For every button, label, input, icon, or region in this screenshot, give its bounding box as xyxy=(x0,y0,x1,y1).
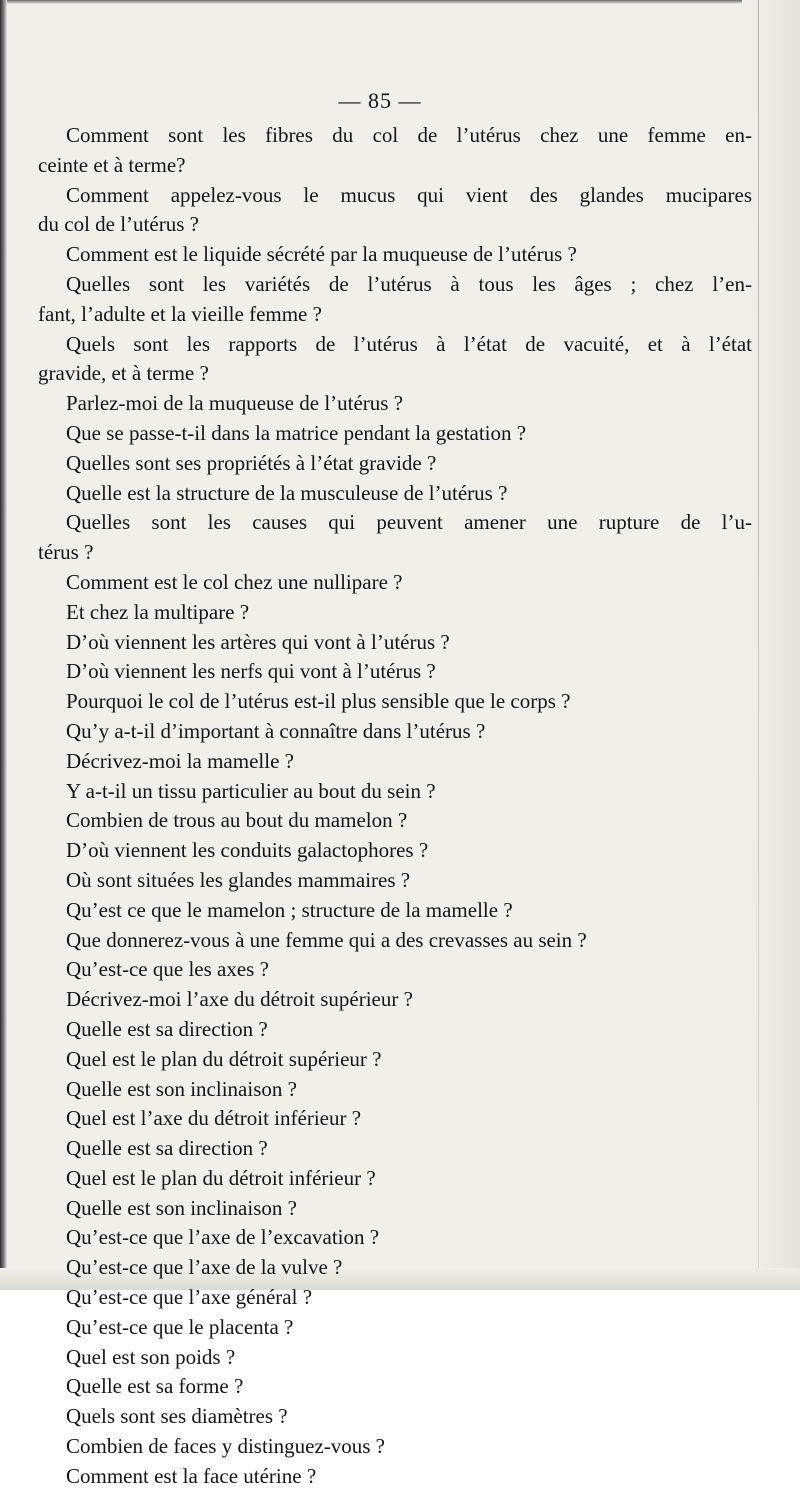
text-line: Que se passe-t-il dans la matrice pendant la gestation ? xyxy=(66,420,527,445)
text-line: Quelle est sa forme ? xyxy=(66,1374,244,1399)
text-line: Quelles sont les variétés de l’utérus à tous les âges ; chez l’en- xyxy=(66,271,752,296)
text-line: térus ? xyxy=(38,540,94,565)
text-line: Y a-t-il un tissu particulier au bout du sein ? xyxy=(66,778,436,803)
text-line: Quels sont ses diamètres ? xyxy=(66,1404,288,1429)
text-line: Où sont situées les glandes mammaires ? xyxy=(66,867,411,892)
text-line: Qu’est-ce que l’axe de l’excavation ? xyxy=(66,1225,380,1250)
text-line: Quelle est son inclinaison ? xyxy=(66,1076,297,1101)
text-line: Qu’est ce que le mamelon ; structure de la mamelle ? xyxy=(66,897,513,922)
text-line: Comment est le liquide sécrété par la muqueuse de l’utérus ? xyxy=(66,242,577,267)
text-line: Quelles sont ses propriétés à l’état gravide ? xyxy=(66,450,437,475)
text-line: Comment est le col chez une nullipare ? xyxy=(66,569,403,594)
text-line: Qu’est-ce que l’axe général ? xyxy=(66,1285,313,1310)
text-line: Qu’est-ce que l’axe de la vulve ? xyxy=(66,1255,343,1280)
text-line: Comment sont les fibres du col de l’utérus chez une femme en- xyxy=(66,123,752,147)
text-line: Décrivez-moi la mamelle ? xyxy=(66,748,294,773)
page-fold-line xyxy=(758,0,759,1290)
text-line: Comment appelez-vous le mucus qui vient des glandes mucipares xyxy=(66,182,752,207)
question-list xyxy=(38,121,752,1492)
page-number: — 85 — xyxy=(338,88,422,113)
text-line: D’où viennent les conduits galactophores ? xyxy=(66,838,429,863)
text-line: Comment est la face utérine ? xyxy=(66,1463,317,1488)
text-line: D’où viennent les artères qui vont à l’utérus ? xyxy=(66,629,450,654)
text-line: Pourquoi le col de l’utérus est-il plus sensible que le corps ? xyxy=(66,689,571,714)
text-line: D’où viennent les nerfs qui vont à l’utérus ? xyxy=(66,659,436,684)
text-line: Décrivez-moi l’axe du détroit supérieur ? xyxy=(66,987,413,1012)
text-line: Quel est le plan du détroit supérieur ? xyxy=(66,1046,382,1071)
page-binding-edge xyxy=(0,0,7,1290)
text-line: Quelles sont les causes qui peuvent amener une rupture de l’u- xyxy=(66,510,752,535)
text-line: Combien de faces y distinguez-vous ? xyxy=(66,1434,385,1459)
text-line: fant, l’adulte et la vieille femme ? xyxy=(38,301,322,326)
text-line: Quels sont les rapports de l’utérus à l’état de vacuité, et à l’état xyxy=(66,331,752,356)
text-line: Combien de trous au bout du mamelon ? xyxy=(66,808,408,833)
text-line: ceinte et à terme? xyxy=(38,152,186,177)
text-line: Quelle est son inclinaison ? xyxy=(66,1195,297,1220)
text-line: du col de l’utérus ? xyxy=(38,212,199,237)
text-line: Quelle est la structure de la musculeuse de l’utérus ? xyxy=(66,480,508,505)
text-line: Parlez-moi de la muqueuse de l’utérus ? xyxy=(66,391,404,416)
text-line: Quel est l’axe du détroit inférieur ? xyxy=(66,1106,362,1131)
text-line: Qu’y a-t-il d’important à connaître dans l’utérus ? xyxy=(66,718,486,743)
text-line: Qu’est-ce que les axes ? xyxy=(66,957,269,982)
text-line: Quelle est sa direction ? xyxy=(66,1016,268,1041)
text-line: Qu’est-ce que le placenta ? xyxy=(66,1314,294,1339)
text-line: Et chez la multipare ? xyxy=(66,599,250,624)
text-line: Quelle est sa direction ? xyxy=(66,1136,268,1161)
text-line: Que donnerez-vous à une femme qui a des crevasses au sein ? xyxy=(66,927,587,952)
text-line: Quel est son poids ? xyxy=(66,1344,236,1369)
text-line: gravide, et à terme ? xyxy=(38,361,209,386)
text-line: Quel est le plan du détroit inférieur ? xyxy=(66,1165,376,1190)
page-top-edge xyxy=(0,0,800,4)
